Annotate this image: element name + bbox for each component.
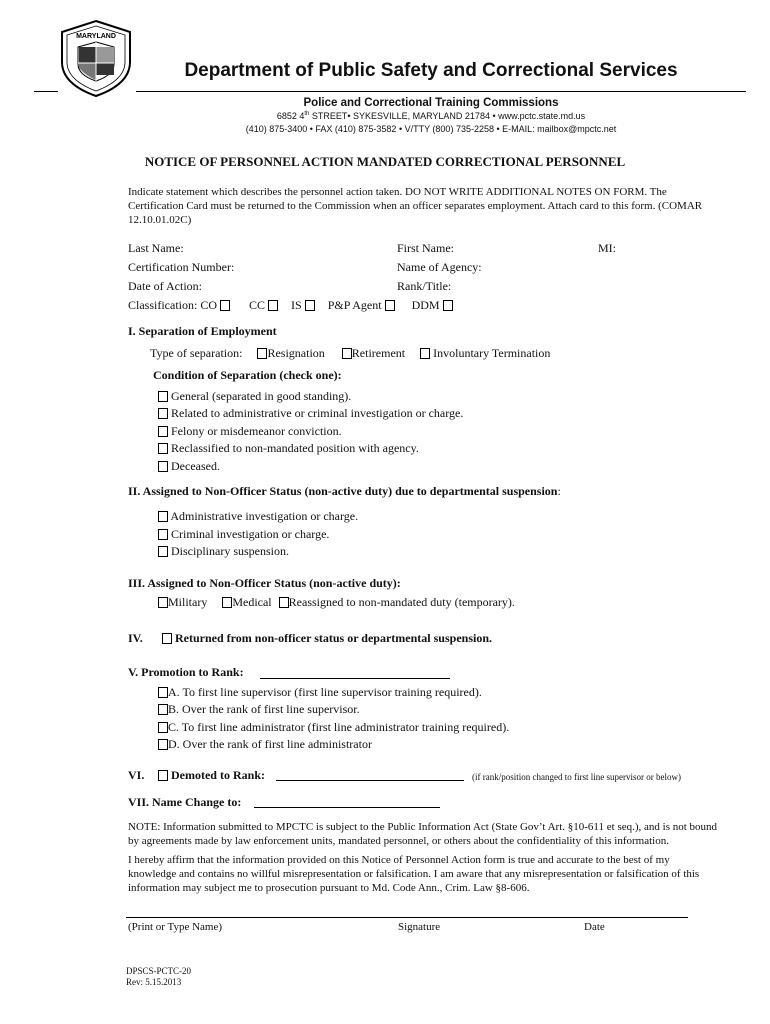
promotion-label: A. To first line supervisor (first line supervisor training required). — [168, 685, 482, 699]
classification-cc-label: CC — [249, 298, 266, 312]
promotion-checkbox[interactable] — [158, 739, 168, 750]
suspension-label: Administrative investigation or charge. — [170, 509, 359, 523]
first-name-label: First Name: — [397, 241, 454, 255]
condition-checkbox[interactable] — [158, 461, 168, 472]
header-rule-right — [136, 91, 746, 92]
condition-option — [158, 389, 351, 403]
address-line: 6852 4th STREET• SYKESVILLE, MARYLAND 21784 • www.pctc.state.md.us — [276, 111, 586, 121]
returned-status-label: Returned from non-officer status or departmental suspension. — [175, 631, 492, 645]
promotion-checkbox[interactable] — [158, 722, 168, 733]
involuntary-termination-checkbox[interactable] — [420, 348, 430, 359]
section-6-numeral: VI. — [128, 768, 145, 782]
promotion-label: C. To first line administrator (first line administrator training required). — [168, 720, 510, 734]
form-id: DPSCS-PCTC-20 — [126, 966, 192, 976]
condition-option — [158, 424, 342, 438]
contact-line: (410) 875-3400 • FAX (410) 875-3582 • V/TTY (800) 735-2258 • E-MAIL: mailbox@mpctc.net — [245, 124, 617, 134]
commissions-title: Police and Correctional Training Commissions — [303, 97, 559, 109]
section-4-numeral: IV. — [128, 631, 143, 645]
reassigned-checkbox[interactable] — [279, 597, 289, 608]
suspension-option — [158, 509, 358, 523]
promotion-option — [158, 720, 509, 734]
condition-option — [158, 441, 419, 455]
suspension-checkbox[interactable] — [158, 546, 168, 557]
military-checkbox[interactable] — [158, 597, 168, 608]
suspension-checkbox[interactable] — [158, 511, 168, 522]
demoted-checkbox[interactable] — [158, 770, 168, 781]
last-name-label: Last Name: — [128, 241, 184, 255]
demoted-rank-line[interactable] — [276, 780, 464, 781]
promotion-checkbox[interactable] — [158, 704, 168, 715]
promotion-checkbox[interactable] — [158, 687, 168, 698]
notice-title: NOTICE OF PERSONNEL ACTION MANDATED CORRECTIONAL PERSONNEL — [144, 154, 626, 169]
condition-option — [158, 406, 463, 420]
retirement-label: Retirement — [351, 346, 406, 360]
reassigned-label: Reassigned to non-mandated duty (temporary). — [288, 595, 515, 609]
name-change-line[interactable] — [254, 807, 440, 808]
mi-label: MI: — [598, 241, 616, 255]
section-6-row — [158, 768, 265, 782]
section-1-heading: I. Separation of Employment — [128, 324, 277, 338]
signature-label: Signature — [398, 921, 441, 933]
suspension-checkbox[interactable] — [158, 529, 168, 540]
returned-status-checkbox[interactable] — [162, 633, 172, 644]
involuntary-termination-label: Involuntary Termination — [433, 346, 551, 360]
classification-co-checkbox[interactable] — [220, 300, 230, 311]
non-active-duty-row — [158, 595, 515, 609]
military-label: Military — [168, 595, 208, 609]
condition-checkbox[interactable] — [158, 391, 168, 402]
classification-co-label: Classification: CO — [128, 298, 217, 312]
svg-text:MARYLAND: MARYLAND — [76, 33, 116, 40]
instructions: Indicate statement which describes the personnel action taken. DO NOT WRITE ADDITIONAL NOTES ON FORM. The Certification Card must be returned to the Commission when an officer separates employment. Attach card to this form. (COMAR 12.10.01.02C) — [128, 186, 703, 226]
section-7-heading: VII. Name Change to: — [128, 795, 242, 809]
suspension-option — [158, 544, 289, 558]
classification-row — [128, 298, 453, 312]
condition-checkbox[interactable] — [158, 426, 168, 437]
rank-title-label: Rank/Title: — [397, 279, 452, 293]
promotion-option — [158, 685, 482, 699]
condition-label: Reclassified to non-mandated position with agency. — [171, 441, 419, 455]
revision-date: Rev: 5.15.2013 — [126, 977, 182, 987]
suspension-option — [158, 527, 329, 541]
classification-ddm-label: DDM — [411, 298, 440, 312]
medical-label: Medical — [232, 595, 272, 609]
section-5-heading: V. Promotion to Rank: — [128, 665, 244, 679]
seal-graphic — [56, 18, 136, 98]
affirmation-statement: I hereby affirm that the information provided on this Notice of Personnel Action form is true and accurate to the best of my knowledge and contains no willful misrepresentation or falsification. I am aware that any misrepresentation or falsification of this information may subject me to prosecution pursuant to Md. Code Ann., Crim. Law §8-606. — [128, 854, 700, 894]
signature-line[interactable] — [126, 917, 688, 918]
condition-heading: Condition of Separation (check one): — [153, 368, 342, 382]
agency-name-label: Name of Agency: — [397, 260, 482, 274]
department-title: Department of Public Safety and Correctional Services — [184, 60, 678, 81]
promotion-option — [158, 702, 360, 716]
suspension-label: Criminal investigation or charge. — [171, 527, 330, 541]
section-3-heading: III. Assigned to Non-Officer Status (non-active duty): — [128, 576, 401, 590]
resignation-label: Resignation — [267, 346, 325, 360]
promotion-rank-line[interactable] — [260, 678, 450, 679]
classification-is-checkbox[interactable] — [305, 300, 315, 311]
promotion-label: D. Over the rank of first line administrator — [168, 737, 372, 751]
date-label: Date — [584, 921, 605, 933]
header-rule-left — [34, 91, 58, 92]
condition-checkbox[interactable] — [158, 443, 168, 454]
condition-label: Related to administrative or criminal investigation or charge. — [171, 406, 464, 420]
medical-checkbox[interactable] — [222, 597, 232, 608]
classification-cc-checkbox[interactable] — [268, 300, 278, 311]
condition-label: Deceased. — [171, 459, 220, 473]
separation-type-label: Type of separation: — [150, 346, 243, 360]
promotion-option — [158, 737, 372, 751]
maryland-pctc-seal — [56, 18, 136, 98]
public-information-note: NOTE: Information submitted to MPCTC is subject to the Public Information Act (State Gov’t Art. §10-611 et seq.), and is not bound by agreements made by law enforcement units, mandated personnel, or others about the confidentiality of this information. — [128, 821, 718, 847]
resignation-checkbox[interactable] — [257, 348, 267, 359]
certification-number-label: Certification Number: — [128, 260, 235, 274]
classification-ddm-checkbox[interactable] — [443, 300, 453, 311]
retirement-checkbox[interactable] — [342, 348, 352, 359]
classification-pp-checkbox[interactable] — [385, 300, 395, 311]
classification-pp-label: P&P Agent — [327, 298, 382, 312]
classification-is-label: IS — [291, 298, 302, 312]
date-of-action-label: Date of Action: — [128, 279, 202, 293]
condition-label: Felony or misdemeanor conviction. — [171, 424, 342, 438]
promotion-label: B. Over the rank of first line supervisor. — [168, 702, 360, 716]
separation-type-row — [150, 346, 550, 360]
condition-checkbox[interactable] — [158, 408, 168, 419]
section-4-row — [162, 631, 492, 645]
demoted-note: (if rank/position changed to first line supervisor or below) — [472, 772, 681, 782]
condition-label: General (separated in good standing). — [171, 389, 352, 403]
demoted-label: Demoted to Rank: — [171, 768, 265, 782]
condition-option — [158, 459, 220, 473]
print-name-label: (Print or Type Name) — [128, 921, 223, 933]
section-2-heading: II. Assigned to Non-Officer Status (non-active duty) due to departmental suspension: — [128, 484, 561, 498]
suspension-label: Disciplinary suspension. — [171, 544, 289, 558]
